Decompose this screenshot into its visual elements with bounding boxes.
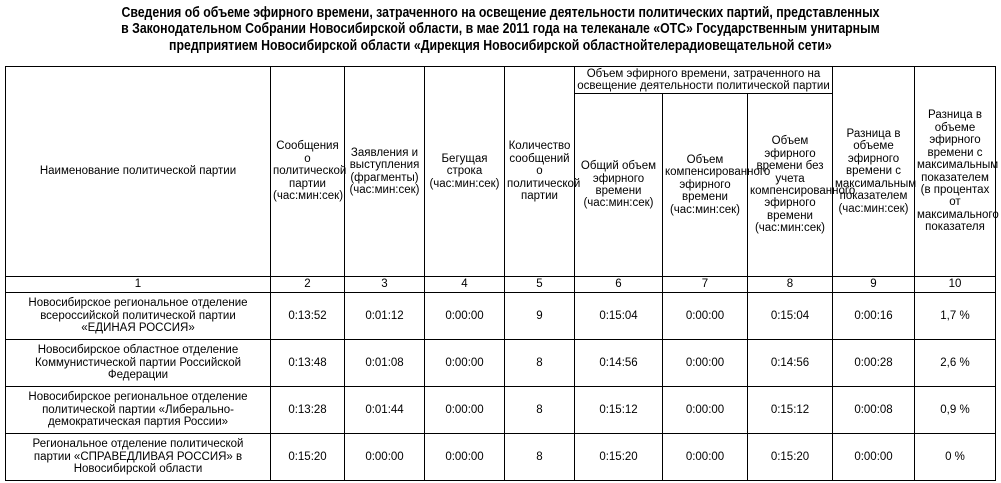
message-count: 9: [505, 292, 575, 339]
total-airtime: 0:14:56: [575, 339, 663, 386]
diff-percent: 0 %: [915, 433, 996, 480]
statements-time: 0:01:12: [345, 292, 425, 339]
column-number: 2: [271, 277, 345, 293]
column-number: 7: [663, 277, 748, 293]
airtime-without-comp: 0:15:20: [748, 433, 833, 480]
total-airtime: 0:15:12: [575, 386, 663, 433]
table-row: [6, 433, 996, 480]
header-party-name: Наименование политической партии: [6, 67, 271, 277]
header-row: [6, 67, 996, 94]
diff-percent: 0,9 %: [915, 386, 996, 433]
header-airtime-group: Объем эфирного времени, затраченного на освещение деятельности политической партии: [575, 67, 833, 94]
airtime-without-comp: 0:15:12: [748, 386, 833, 433]
messages-time: 0:13:48: [271, 339, 345, 386]
column-number: 8: [748, 277, 833, 293]
column-number: 3: [345, 277, 425, 293]
table-row: [6, 386, 996, 433]
header-count: Количество сообщений о политической партии: [505, 67, 575, 277]
table-row: [6, 339, 996, 386]
title-line: в Законодательном Собрании Новосибирской области, в мае 2011 года на телеканале «ОТС» Государственным унитарным: [121, 21, 880, 38]
diff-percent: 2,6 %: [915, 339, 996, 386]
header-without-comp: Объем эфирного времени без учета компенсированного эфирного времени (час:мин:сек): [748, 93, 833, 276]
airtime-table: [5, 66, 999, 481]
message-count: 8: [505, 339, 575, 386]
column-number: 4: [425, 277, 505, 293]
header-statements: Заявления и выступления (фрагменты) (час:мин:сек): [345, 67, 425, 277]
diff-percent: 1,7 %: [915, 292, 996, 339]
party-name: Новосибирское областное отделение Коммунистической партии Российской Федерации: [6, 339, 271, 386]
messages-time: 0:13:52: [271, 292, 345, 339]
statements-time: 0:01:08: [345, 339, 425, 386]
document-title: [70, 5, 931, 54]
statements-time: 0:00:00: [345, 433, 425, 480]
column-number: 6: [575, 277, 663, 293]
party-name: Новосибирское региональное отделение всероссийской политической партии «ЕДИНАЯ РОССИЯ»: [6, 292, 271, 339]
table-row: [6, 292, 996, 339]
compensated-airtime: 0:00:00: [663, 339, 748, 386]
diff-max-time: 0:00:28: [833, 339, 915, 386]
airtime-without-comp: 0:15:04: [748, 292, 833, 339]
header-messages: Сообщения о политической партии (час:мин:сек): [271, 67, 345, 277]
total-airtime: 0:15:20: [575, 433, 663, 480]
header-diff-max: Разница в объеме эфирного времени с максимальным показателем (час:мин:сек): [833, 67, 915, 277]
ticker-time: 0:00:00: [425, 292, 505, 339]
header-total: Общий объем эфирного времени (час:мин:сек): [575, 93, 663, 276]
ticker-time: 0:00:00: [425, 339, 505, 386]
column-number: 9: [833, 277, 915, 293]
messages-time: 0:15:20: [271, 433, 345, 480]
airtime-without-comp: 0:14:56: [748, 339, 833, 386]
compensated-airtime: 0:00:00: [663, 433, 748, 480]
header-compensated: Объем компенсированного эфирного времени (час:мин:сек): [663, 93, 748, 276]
party-name: Новосибирское региональное отделение политической партии «Либерально-демократическая партия России»: [6, 386, 271, 433]
diff-max-time: 0:00:00: [833, 433, 915, 480]
ticker-time: 0:00:00: [425, 433, 505, 480]
compensated-airtime: 0:00:00: [663, 292, 748, 339]
header-ticker: Бегущая строка (час:мин:сек): [425, 67, 505, 277]
column-number: 5: [505, 277, 575, 293]
ticker-time: 0:00:00: [425, 386, 505, 433]
diff-max-time: 0:00:08: [833, 386, 915, 433]
diff-max-time: 0:00:16: [833, 292, 915, 339]
column-number: 10: [915, 277, 996, 293]
message-count: 8: [505, 433, 575, 480]
column-number: 1: [6, 277, 271, 293]
party-name: Региональное отделение политической партии «СПРАВЕДЛИВАЯ РОССИЯ» в Новосибирской области: [6, 433, 271, 480]
messages-time: 0:13:28: [271, 386, 345, 433]
total-airtime: 0:15:04: [575, 292, 663, 339]
title-line: Сведения об объеме эфирного времени, затраченного на освещение деятельности политических партий, представленных: [121, 5, 880, 21]
compensated-airtime: 0:00:00: [663, 386, 748, 433]
column-number-row: [6, 277, 996, 293]
header-diff-pct: Разница в объеме эфирного времени с максимальным показателем (в процентах от максимального показателя: [915, 67, 996, 277]
statements-time: 0:01:44: [345, 386, 425, 433]
message-count: 8: [505, 386, 575, 433]
title-line: предприятием Новосибирской области «Дирекция Новосибирской областнойтелерадиовещательной сети»: [169, 37, 832, 54]
